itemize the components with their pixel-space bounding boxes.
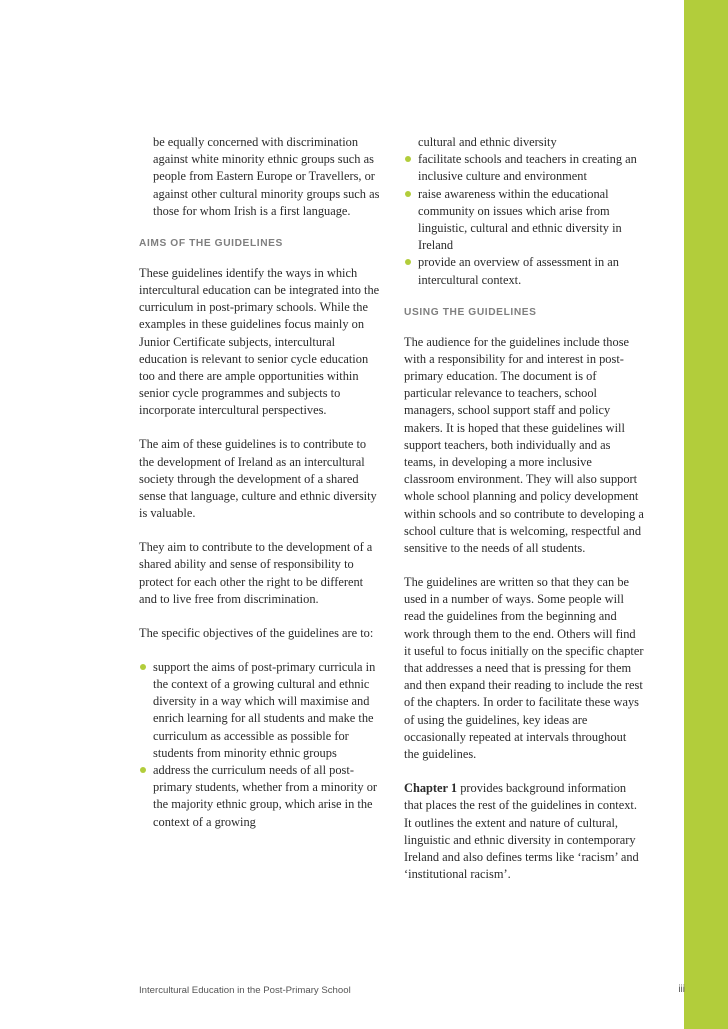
using-paragraph-3: Chapter 1 provides background information that places the rest of the guidelines in context. It outlines the extent and nature of cultural, linguistic and ethnic diversity in contemporary Ireland and also defines terms like ‘racism’ and ‘institutional racism’. <box>404 781 639 882</box>
bullet-dot-icon <box>405 191 411 197</box>
footer-title: Intercultural Education in the Post-Primary School <box>139 985 351 996</box>
list-item: raise awareness within the educational community on issues which arise from linguistic, cultural and ethnic diversity in Ireland <box>404 186 644 255</box>
continued-bullet-text: be equally concerned with discrimination against white minority ethnic groups such as people from Eastern Europe or Travellers, or against other cultural minority groups such as those for whom Irish is a first language. <box>153 135 380 218</box>
bullet-dot-icon <box>405 259 411 265</box>
aims-paragraph-2: The aim of these guidelines is to contribute to the development of Ireland as an intercultural society through the development of a shared sense that language, culture and ethnic diversity is valuable. <box>139 437 377 521</box>
objectives-intro: The specific objectives of the guidelines are to: <box>139 625 374 640</box>
aims-paragraph-1: These guidelines identify the ways in which intercultural education can be integrated into the curriculum in post-primary schools. While the examples in these guidelines focus mainly on Junior Certificate subjects, intercultural education is relevant to senior cycle education too and there are ample opportunities within senior cycle programmes and subjects to incorporate intercultural perspectives. <box>139 265 380 418</box>
aims-paragraph-3: They aim to contribute to the development of a shared ability and sense of responsibility to protect for each other the right to be different and to live free from discrimination. <box>139 540 373 606</box>
objectives-list <box>139 659 381 831</box>
bullet-dot-icon <box>140 664 146 670</box>
green-side-bar <box>684 0 728 1029</box>
using-paragraph-2: The guidelines are written so that they can be used in a number of ways. Some people will read the guidelines from the beginning and work through them to the end. Others will find it useful to focus initially on the specific chapter that addresses a need that is pressing for them and then expand their reading to include the rest of the chapters. In order to facilitate these ways of using the guidelines, key ideas are occasionally repeated at intervals throughout the guidelines. <box>404 575 644 762</box>
page-number: iii <box>678 984 685 995</box>
aims-heading: AIMS OF THE GUIDELINES <box>139 237 283 249</box>
right-column <box>404 134 644 900</box>
objectives-list-continued <box>404 151 644 289</box>
bullet-dot-icon <box>140 767 146 773</box>
using-paragraph-1: The audience for the guidelines include those with a responsibility for and interest in post-primary education. The document is of particular relevance to teachers, school managers, school support staff and policy makers. It is hoped that these guidelines will support teachers, both individually and as teams, in developing a more inclusive classroom environment. They will also support whole school planning and policy development within schools and so contribute to developing a school culture that is welcoming, respectful and sensitive to the needs of all students. <box>404 334 644 556</box>
using-heading: USING THE GUIDELINES <box>404 306 537 318</box>
list-item: facilitate schools and teachers in creating an inclusive culture and environment <box>404 151 644 185</box>
list-item: provide an overview of assessment in an intercultural context. <box>404 254 644 288</box>
list-item: address the curriculum needs of all post-primary students, whether from a minority or the majority ethnic group, which arise in the context of a growing <box>139 762 381 831</box>
list-item: support the aims of post-primary curricula in the context of a growing cultural and ethnic diversity in a way which will maximise and enrich learning for all students and make the curriculum as accessible as possible for students from minority ethnic groups <box>139 659 381 762</box>
continued-bullet-text: cultural and ethnic diversity <box>418 135 557 149</box>
bullet-dot-icon <box>405 156 411 162</box>
left-column <box>139 134 381 848</box>
chapter-1-label: Chapter 1 <box>404 781 458 796</box>
